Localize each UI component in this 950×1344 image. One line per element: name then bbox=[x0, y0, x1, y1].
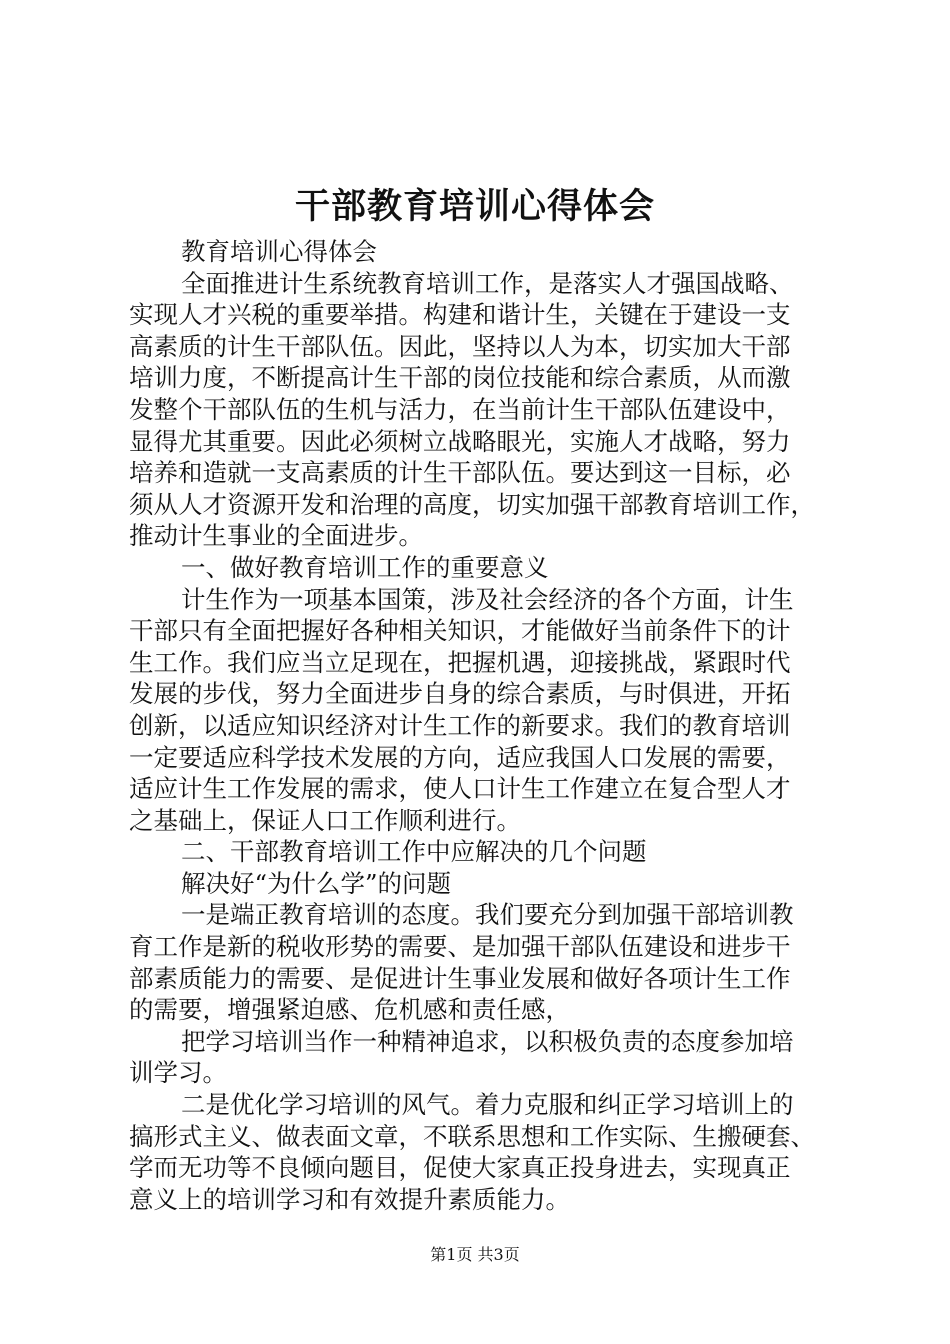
text-line: 的需要，增强紧迫感、危机感和责任感， bbox=[129, 995, 570, 1025]
text-line: 一、做好教育培训工作的重要意义 bbox=[181, 552, 549, 582]
text-line: 意义上的培训学习和有效提升素质能力。 bbox=[129, 1184, 570, 1214]
text-line: 干部只有全面把握好各种相关知识，才能做好当前条件下的计 bbox=[129, 616, 791, 646]
text-line: 解决好“为什么学”的问题 bbox=[181, 868, 452, 898]
text-line: 之基础上，保证人口工作顺利进行。 bbox=[129, 805, 521, 835]
text-line: 部素质能力的需要、是促进计生事业发展和做好各项计生工作 bbox=[129, 963, 791, 993]
page-footer: 第1页 共3页 bbox=[430, 1245, 520, 1264]
document-title: 干部教育培训心得体会 bbox=[294, 187, 655, 227]
text-line: 创新，以适应知识经济对计生工作的新要求。我们的教育培训 bbox=[129, 710, 791, 740]
text-line: 搞形式主义、做表面文章，不联系思想和工作实际、生搬硬套、 bbox=[129, 1121, 815, 1151]
text-line: 培养和造就一支高素质的计生干部队伍。要达到这一目标，必 bbox=[129, 458, 791, 488]
text-line: 发整个干部队伍的生机与活力，在当前计生干部队伍建设中， bbox=[129, 394, 791, 424]
text-line: 推动计生事业的全面进步。 bbox=[129, 521, 423, 551]
text-line: 生工作。我们应当立足现在，把握机遇，迎接挑战，紧跟时代 bbox=[129, 647, 791, 677]
text-line: 须从人才资源开发和治理的高度，切实加强干部教育培训工作， bbox=[129, 489, 815, 519]
text-line: 教育培训心得体会 bbox=[181, 237, 377, 266]
text-line: 发展的步伐，努力全面进步自身的综合素质，与时俱进，开拓 bbox=[129, 679, 791, 709]
text-line: 二、干部教育培训工作中应解决的几个问题 bbox=[181, 837, 647, 867]
text-line: 训学习。 bbox=[129, 1058, 227, 1088]
text-line: 育工作是新的税收形势的需要、是加强干部队伍建设和进步干 bbox=[129, 932, 791, 962]
text-line: 一是端正教育培训的态度。我们要充分到加强干部培训教 bbox=[181, 900, 794, 930]
text-line: 计生作为一项基本国策，涉及社会经济的各个方面，计生 bbox=[181, 584, 794, 614]
text-line: 适应计生工作发展的需求，使人口计生工作建立在复合型人才 bbox=[129, 774, 791, 804]
text-line: 学而无功等不良倾向题目，促使大家真正投身进去，实现真正 bbox=[129, 1153, 791, 1183]
text-line: 高素质的计生干部队伍。因此，坚持以人为本，切实加大干部 bbox=[129, 331, 791, 361]
text-line: 把学习培训当作一种精神追求，以积极负责的态度参加培 bbox=[181, 1026, 794, 1056]
text-line: 一定要适应科学技术发展的方向，适应我国人口发展的需要， bbox=[129, 742, 791, 772]
document-body bbox=[129, 236, 829, 1215]
text-line: 二是优化学习培训的风气。着力克服和纠正学习培训上的 bbox=[181, 1090, 794, 1120]
text-line: 培训力度，不断提高计生干部的岗位技能和综合素质，从而激 bbox=[129, 363, 791, 393]
text-line: 实现人才兴税的重要举措。构建和谐计生，关键在于建设一支 bbox=[129, 300, 791, 330]
text-line: 显得尤其重要。因此必须树立战略眼光，实施人才战略，努力 bbox=[129, 426, 791, 456]
text-line: 全面推进计生系统教育培训工作，是落实人才强国战略、 bbox=[181, 268, 794, 298]
